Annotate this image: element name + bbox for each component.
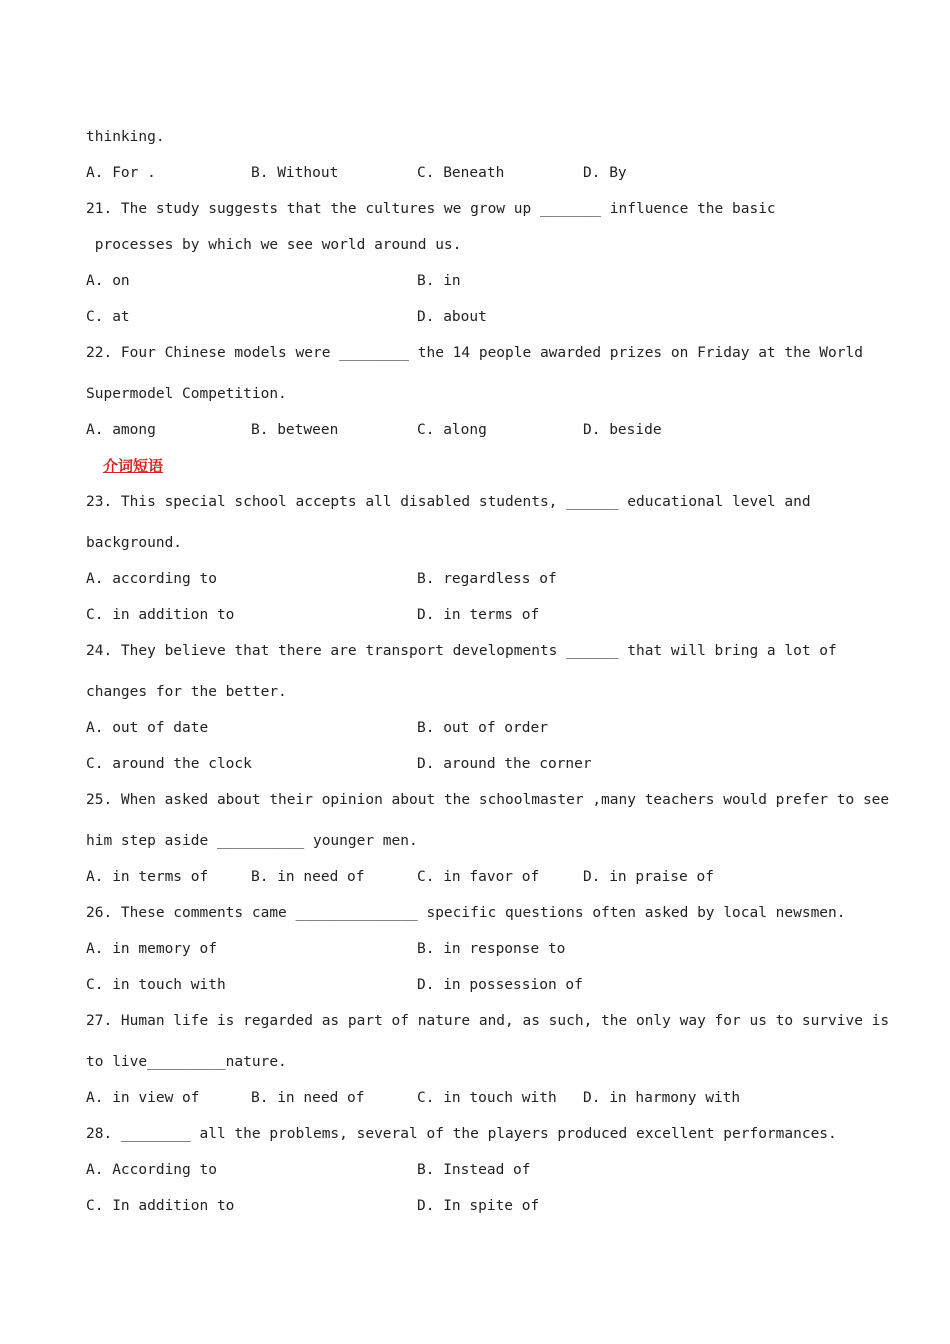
q20-option-c: C. Beneath xyxy=(417,165,505,181)
question-23-text-cont: background. xyxy=(86,535,183,551)
question-22-text-cont: Supermodel Competition. xyxy=(86,386,287,402)
question-20-text-end: thinking. xyxy=(86,129,165,145)
q22-option-b: B. between xyxy=(251,422,339,438)
q27-option-c: C. in touch with xyxy=(417,1090,557,1106)
q28-option-a: A. According to xyxy=(86,1162,217,1178)
q21-option-c: C. at xyxy=(86,309,130,325)
question-23-text: 23. This special school accepts all disabled students, ______ educational level and xyxy=(86,494,811,510)
q27-option-d: D. in harmony with xyxy=(583,1090,741,1106)
q26-option-b: B. in response to xyxy=(417,941,566,957)
q26-option-d: D. in possession of xyxy=(417,977,583,993)
question-21-text-cont: processes by which we see world around us. xyxy=(86,237,462,253)
q20-option-d: D. By xyxy=(583,165,627,181)
question-24-text-cont: changes for the better. xyxy=(86,684,287,700)
question-24-text: 24. They believe that there are transport developments ______ that will bring a lot of xyxy=(86,643,837,659)
q28-option-b: B. Instead of xyxy=(417,1162,531,1178)
q24-option-b: B. out of order xyxy=(417,720,548,736)
q23-option-c: C. in addition to xyxy=(86,607,235,623)
q24-option-c: C. around the clock xyxy=(86,756,252,772)
q28-option-d: D. In spite of xyxy=(417,1198,540,1214)
q26-option-a: A. in memory of xyxy=(86,941,217,957)
q20-option-a: A. For . xyxy=(86,165,156,181)
question-28-text: 28. ________ all the problems, several of the players produced excellent performances. xyxy=(86,1126,837,1142)
q28-option-c: C. In addition to xyxy=(86,1198,235,1214)
q22-option-c: C. along xyxy=(417,422,487,438)
q24-option-a: A. out of date xyxy=(86,720,209,736)
q25-option-b: B. in need of xyxy=(251,869,365,885)
q25-option-c: C. in favor of xyxy=(417,869,540,885)
q21-option-d: D. about xyxy=(417,309,487,325)
q23-option-d: D. in terms of xyxy=(417,607,540,623)
question-21-text: 21. The study suggests that the cultures we grow up _______ influence the basic xyxy=(86,201,776,217)
q23-option-b: B. regardless of xyxy=(417,571,557,587)
question-27-text: 27. Human life is regarded as part of nature and, as such, the only way for us to survive is xyxy=(86,1013,890,1029)
question-22-text: 22. Four Chinese models were ________ the 14 people awarded prizes on Friday at the World xyxy=(86,345,863,361)
question-25-text: 25. When asked about their opinion about the schoolmaster ,many teachers would prefer to see xyxy=(86,792,890,808)
q21-option-a: A. on xyxy=(86,273,130,289)
question-25-text-cont: him step aside __________ younger men. xyxy=(86,833,418,849)
q22-option-d: D. beside xyxy=(583,422,662,438)
q27-option-a: A. in view of xyxy=(86,1090,200,1106)
q24-option-d: D. around the corner xyxy=(417,756,592,772)
section-title: 介词短语 xyxy=(103,457,164,475)
q25-option-d: D. in praise of xyxy=(583,869,714,885)
q25-option-a: A. in terms of xyxy=(86,869,209,885)
q20-option-b: B. Without xyxy=(251,165,339,181)
q26-option-c: C. in touch with xyxy=(86,977,226,993)
q23-option-a: A. according to xyxy=(86,571,217,587)
q22-option-a: A. among xyxy=(86,422,156,438)
question-27-text-cont: to live_________nature. xyxy=(86,1054,287,1070)
q21-option-b: B. in xyxy=(417,273,461,289)
question-26-text: 26. These comments came ______________ specific questions often asked by local newsmen. xyxy=(86,905,846,921)
q27-option-b: B. in need of xyxy=(251,1090,365,1106)
